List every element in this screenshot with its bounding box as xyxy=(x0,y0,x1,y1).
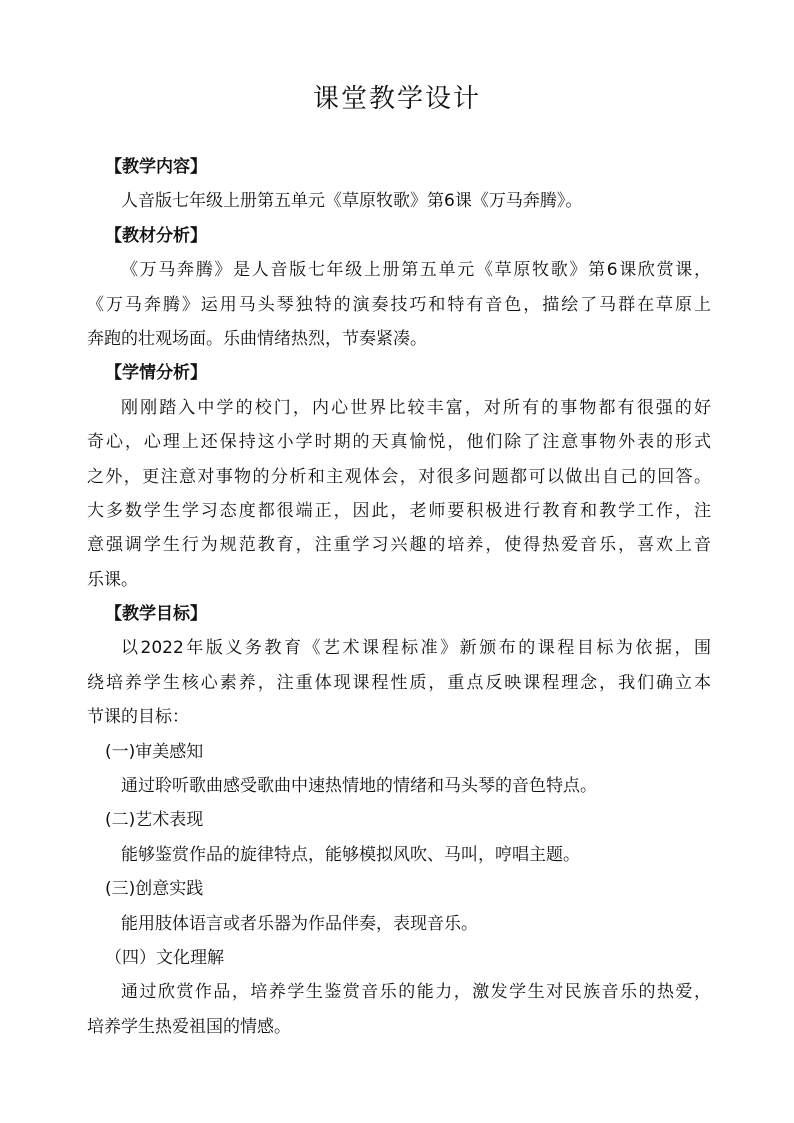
section-heading-material: 【教材分析】 xyxy=(105,225,207,246)
subheading-practice: (三)创意实践 xyxy=(105,879,204,900)
students-line-3: 之外，更注意对事物的分析和主观体会，对很多问题都可以做出自己的回答。 xyxy=(87,466,711,487)
material-line-1: 《万马奔腾》是人音版七年级上册第五单元《草原牧歌》第6课欣赏课， xyxy=(121,260,711,281)
subheading-culture: （四）文化理解 xyxy=(105,947,224,968)
practice-paragraph: 能用肢体语言或者乐器为作品伴奏，表现音乐。 xyxy=(121,913,478,934)
material-line-3: 奔跑的壮观场面。乐曲情绪热烈，节奏紧凑。 xyxy=(87,328,427,349)
goals-line-3: 节课的目标： xyxy=(87,707,189,728)
students-line-6: 乐课。 xyxy=(87,569,138,590)
students-line-2: 奇心，心理上还保持这小学时期的天真愉悦，他们除了注意事物外表的形式 xyxy=(87,432,711,453)
students-line-1: 刚刚踏入中学的校门，内心世界比较丰富，对所有的事物都有很强的好 xyxy=(121,397,711,418)
aesthetic-paragraph: 通过聆听歌曲感受歌曲中速热情地的情绪和马头琴的音色特点。 xyxy=(121,776,597,797)
expression-paragraph: 能够鉴赏作品的旋律特点，能够模拟风吹、马叫，哼唱主题。 xyxy=(121,844,580,865)
section-heading-goals: 【教学目标】 xyxy=(105,604,207,625)
goals-line-2: 绕培养学生核心素养，注重体现课程性质，重点反映课程理念，我们确立本 xyxy=(87,672,711,693)
content-paragraph: 人音版七年级上册第五单元《草原牧歌》第6课《万马奔腾》。 xyxy=(121,191,583,212)
material-line-2: 《万马奔腾》运用马头琴独特的演奏技巧和特有音色，描绘了马群在草原上 xyxy=(87,294,711,315)
students-line-5: 意强调学生行为规范教育，注重学习兴趣的培养，使得热爱音乐，喜欢上音 xyxy=(87,535,711,556)
subheading-aesthetic: (一)审美感知 xyxy=(105,741,204,762)
culture-line-1: 通过欣赏作品，培养学生鉴赏音乐的能力，激发学生对民族音乐的热爱， xyxy=(121,982,711,1003)
culture-line-2: 培养学生热爱祖国的情感。 xyxy=(87,1016,291,1037)
page-title: 课堂教学设计 xyxy=(312,84,481,114)
goals-line-1: 以2022年版义务教育《艺术课程标准》新颁布的课程目标为依据，围 xyxy=(121,638,711,659)
students-line-4: 大多数学生学习态度都很端正，因此，老师要积极进行教育和教学工作，注 xyxy=(87,500,711,521)
section-heading-content: 【教学内容】 xyxy=(105,157,207,177)
section-heading-students: 【学情分析】 xyxy=(105,363,207,384)
document-body xyxy=(87,150,711,1044)
subheading-expression: (二)艺术表现 xyxy=(105,810,204,831)
